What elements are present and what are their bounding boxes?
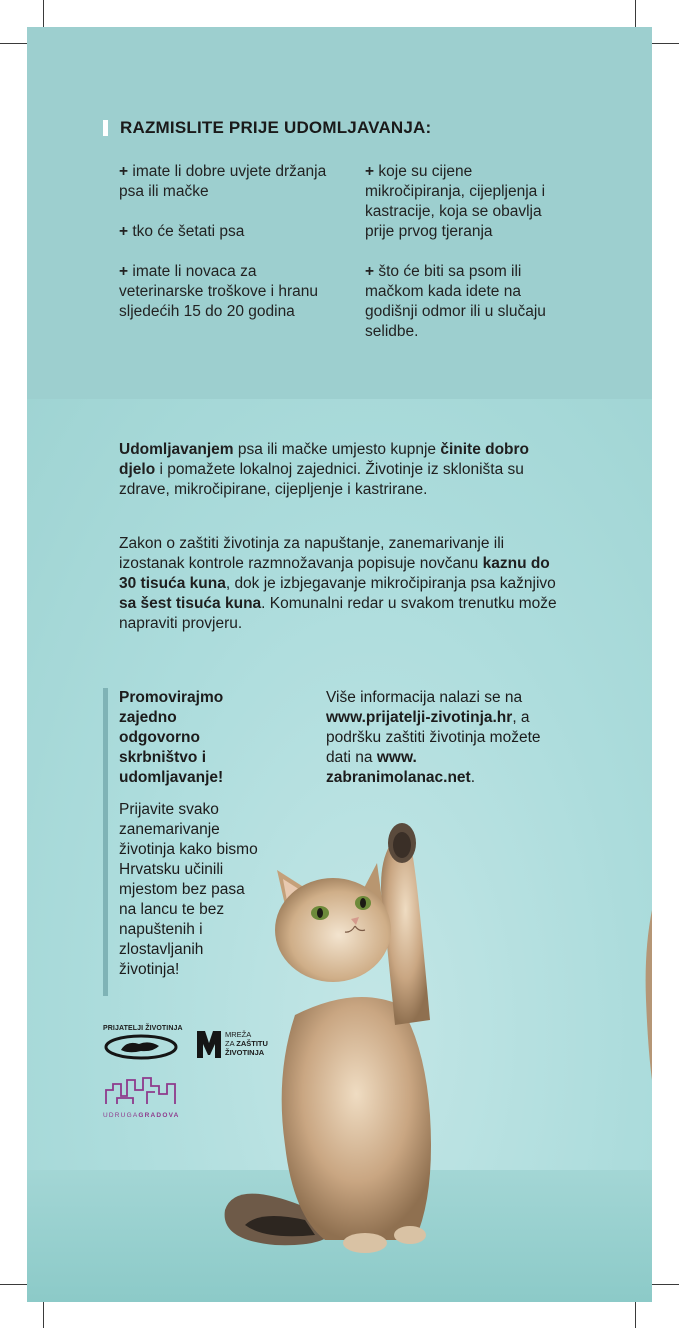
plus-icon: +: [119, 223, 129, 240]
city-skyline-icon: [103, 1076, 179, 1106]
law-paragraph: [119, 534, 564, 634]
logo-text: ZAŠTITU: [236, 1039, 268, 1048]
checklist-left: [119, 162, 334, 342]
prijatelji-zivotinja-logo: [103, 1025, 183, 1067]
crop-mark: [0, 43, 27, 44]
text: .: [470, 769, 476, 786]
text: i pomažete lokalnoj zajednici. Životinje iz skloništa su zdrave, mikročipirane, cijepljenje i kastrirane.: [119, 461, 524, 498]
promo-accent-bar: [103, 688, 108, 996]
checklist-item: [365, 262, 560, 342]
text: Više informacija nalazi se na: [326, 689, 523, 706]
crop-mark: [43, 0, 44, 27]
plus-icon: +: [365, 263, 375, 280]
dog-cat-oval-icon: [103, 1032, 179, 1062]
bold-text: Udomljavanjem: [119, 441, 234, 458]
checklist-item-text: imate li novaca za veterinarske troškove i hranu sljedećih 15 do 20 godina: [119, 263, 319, 320]
crop-mark: [652, 43, 679, 44]
website-link[interactable]: www.prijatelji-zivotinja.hr: [326, 709, 513, 726]
heading-row: [103, 118, 431, 138]
text: , dok je izbjegavanje mikročipiranja psa kažnjivo: [225, 575, 556, 592]
checklist-right: [365, 162, 560, 362]
logo-text: ZA: [225, 1039, 237, 1048]
plus-icon: +: [119, 163, 129, 180]
crop-mark: [635, 1302, 636, 1328]
crop-mark: [0, 1284, 27, 1285]
bold-text: kaznu do 30 tisuća kuna: [119, 555, 550, 592]
plus-icon: +: [119, 263, 129, 280]
udruga-text: [103, 1112, 179, 1119]
logo-text: GRADOVA: [138, 1112, 180, 1119]
website-link[interactable]: www. zabranimolanac.net: [326, 749, 471, 786]
checklist-item: [365, 162, 560, 242]
partial-cat-edge: [640, 910, 652, 1080]
checklist-item-text: imate li dobre uvjete držanja psa ili mačke: [119, 163, 327, 200]
checklist-item: [119, 222, 334, 242]
udruga-gradova-logo: [103, 1076, 179, 1119]
text: . Komunalni redar u svakom trenutku može napraviti provjeru.: [119, 595, 557, 632]
info-text: [326, 688, 566, 788]
report-text: Prijavite svako zanemarivanje životinja kako bismo Hrvatsku učinili mjestom bez pasa na lancu te bez napuštenih i zlostavljanih životinja!: [119, 801, 258, 978]
adoption-paragraph: [119, 440, 564, 500]
plus-icon: +: [365, 163, 375, 180]
heading-accent-bar: [103, 120, 108, 136]
kitten-illustration: [215, 815, 465, 1265]
bold-text: sa šest tisuća kuna: [119, 595, 262, 612]
logo-text: MREŽA: [225, 1030, 252, 1039]
logo-text: ŽIVOTINJA: [225, 1048, 265, 1057]
crop-mark: [652, 1284, 679, 1285]
checklist-item-text: koje su cijene mikročipiranja, cijepljenja i kastracije, koja se obavlja prije prvog tjeranja: [365, 163, 546, 240]
text: Zakon o zaštiti životinja za napuštanje, zanemarivanje ili izostanak kontrole razmnožavanja popisuje novčanu: [119, 535, 505, 572]
promo-text: Promovirajmo zajedno odgovorno skrbništvo i udomljavanje!: [119, 689, 224, 786]
crop-mark: [43, 1302, 44, 1328]
logo-text: UDRUGA: [103, 1112, 139, 1119]
logo-text: PRIJATELJI ŽIVOTINJA: [103, 1025, 183, 1032]
text: , a podršku zaštiti životinja možete dati na: [326, 709, 541, 766]
text: psa ili mačke umjesto kupnje: [233, 441, 441, 458]
bold-text: činite dobro djelo: [119, 441, 530, 478]
checklist-item: [119, 262, 334, 322]
section-heading: RAZMISLITE PRIJE UDOMLJAVANJA:: [120, 118, 432, 137]
crop-mark: [635, 0, 636, 27]
checklist-item: [119, 162, 334, 202]
checklist-item-text: tko će šetati psa: [132, 223, 245, 240]
checklist-item-text: što će biti sa psom ili mačkom kada idete na godišnji odmor ili u slučaju selidbe.: [365, 263, 546, 340]
